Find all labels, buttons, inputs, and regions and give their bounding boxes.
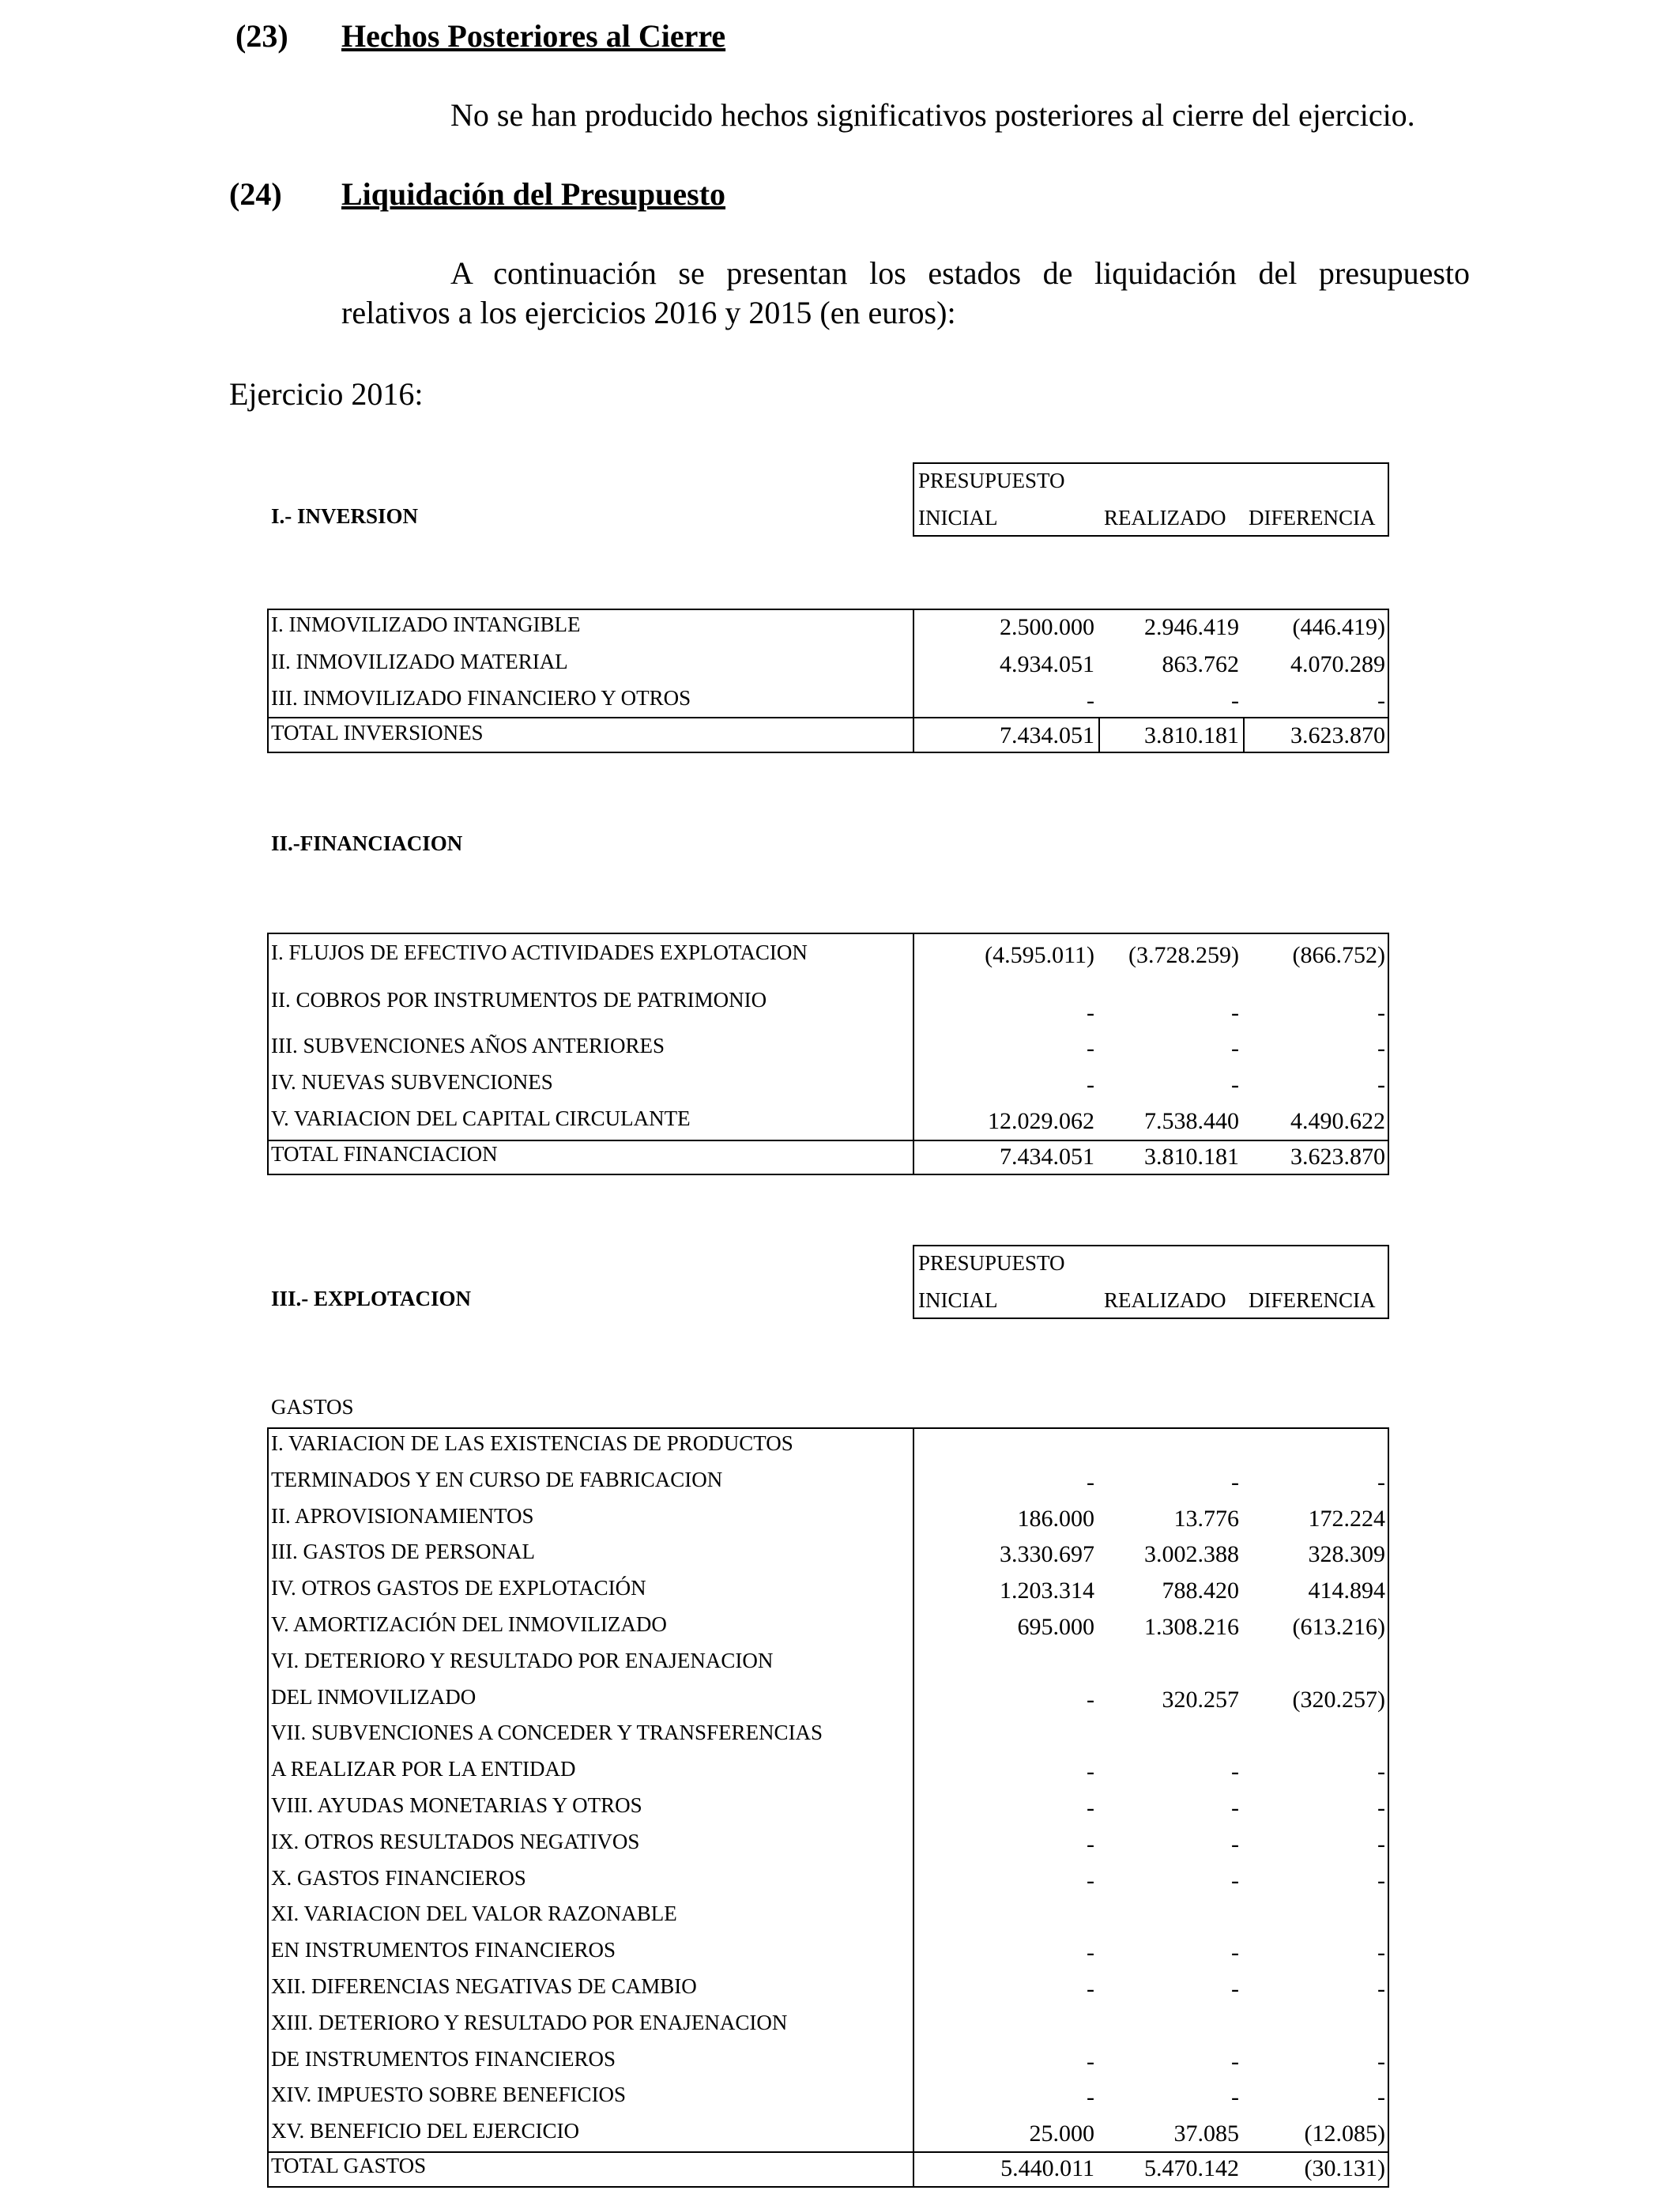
- explotacion-row-12-inicial: -: [1087, 1830, 1094, 1857]
- explotacion-row-16-label: XII. DIFERENCIAS NEGATIVAS DE CAMBIO: [271, 1974, 697, 1998]
- explotacion-row-19-label: XIV. IMPUESTO SOBRE BENEFICIOS: [271, 2083, 627, 2107]
- explotacion-row-15-realizado: -: [1231, 1940, 1239, 1966]
- explotacion-row-11-label: VIII. AYUDAS MONETARIAS Y OTROS: [271, 1793, 642, 1817]
- financiacion-row-1-label: I. FLUJOS DE EFECTIVO ACTIVIDADES EXPLOTACION: [271, 941, 808, 964]
- explotacion-row-10-diferencia: -: [1377, 1759, 1385, 1785]
- financiacion-row-5-label: V. VARIACION DEL CAPITAL CIRCULANTE: [271, 1106, 691, 1130]
- explotacion-row-6-diferencia: (613.216): [1292, 1614, 1385, 1640]
- inversion-row-2-label: II. INMOVILIZADO MATERIAL: [271, 650, 568, 673]
- financiacion-row-3-inicial: -: [1087, 1035, 1094, 1061]
- financiacion-row-1-inicial: (4.595.011): [985, 942, 1094, 968]
- inversion-total-divider: [267, 717, 1389, 718]
- ejercicio-label: Ejercicio 2016:: [229, 376, 424, 412]
- inversion-row-1-inicial: 2.500.000: [1000, 614, 1094, 640]
- explotacion-row-6-realizado: 1.308.216: [1144, 1614, 1239, 1640]
- explotacion-total-label: TOTAL GASTOS: [271, 2154, 427, 2177]
- explotacion-row-15-label: EN INSTRUMENTOS FINANCIEROS: [271, 1938, 616, 1962]
- financiacion-row-1-diferencia: (866.752): [1292, 942, 1385, 968]
- explotacion-total-realizado: 5.470.142: [1144, 2155, 1239, 2181]
- financiacion-row-3-label: III. SUBVENCIONES AÑOS ANTERIORES: [271, 1034, 665, 1057]
- explotacion-row-2-inicial: -: [1087, 1468, 1094, 1495]
- financiacion-total-realizado: 3.810.181: [1144, 1144, 1239, 1170]
- inversion-header-diferencia: DIFERENCIA: [1249, 506, 1376, 530]
- explotacion-total-divider: [267, 2151, 1389, 2153]
- explotacion-row-4-inicial: 3.330.697: [1000, 1541, 1094, 1568]
- explotacion-row-11-diferencia: -: [1377, 1795, 1385, 1821]
- financiacion-row-5-diferencia: 4.490.622: [1290, 1108, 1385, 1134]
- section-23-title-text: Hechos Posteriores al Cierre: [341, 18, 726, 54]
- explotacion-row-17-label: XIII. DETERIORO Y RESULTADO POR ENAJENACION: [271, 2010, 788, 2034]
- explotacion-row-3-realizado: 13.776: [1173, 1505, 1239, 1532]
- inversion-row-1-label: I. INMOVILIZADO INTANGIBLE: [271, 613, 581, 636]
- explotacion-row-5-label: IV. OTROS GASTOS DE EXPLOTACIÓN: [271, 1576, 646, 1600]
- explotacion-header-inicial: INICIAL: [918, 1288, 998, 1312]
- financiacion-row-3-diferencia: -: [1377, 1035, 1385, 1061]
- explotacion-total-diferencia: (30.131): [1304, 2155, 1385, 2181]
- explotacion-row-20-label: XV. BENEFICIO DEL EJERCICIO: [271, 2119, 579, 2143]
- explotacion-row-13-diferencia: -: [1377, 1867, 1385, 1894]
- explotacion-row-6-inicial: 695.000: [1017, 1614, 1094, 1640]
- explotacion-total-inicial: 5.440.011: [1000, 2155, 1094, 2181]
- explotacion-row-5-diferencia: 414.894: [1308, 1578, 1385, 1604]
- explotacion-row-19-realizado: -: [1231, 2084, 1239, 2111]
- financiacion-row-5-inicial: 12.029.062: [988, 1108, 1094, 1134]
- inversion-row-3-diferencia: -: [1377, 688, 1385, 714]
- inversion-total-inicial: 7.434.051: [1000, 722, 1094, 748]
- explotacion-row-3-diferencia: 172.224: [1308, 1505, 1385, 1532]
- explotacion-row-8-realizado: 320.257: [1162, 1686, 1239, 1713]
- explotacion-row-10-label: A REALIZAR POR LA ENTIDAD: [271, 1757, 576, 1781]
- section-23-title: [341, 17, 725, 55]
- financiacion-table-col-divider: [913, 933, 914, 1175]
- explotacion-row-18-realizado: -: [1231, 2048, 1239, 2075]
- inversion-total-divider-2: [1243, 717, 1245, 753]
- explotacion-row-18-inicial: -: [1087, 2048, 1094, 2075]
- explotacion-row-16-diferencia: -: [1377, 1976, 1385, 2002]
- section-23-number: (23): [235, 18, 288, 54]
- explotacion-row-2-diferencia: -: [1377, 1468, 1385, 1495]
- explotacion-row-19-inicial: -: [1087, 2084, 1094, 2111]
- section-24-title-text: Liquidación del Presupuesto: [341, 176, 726, 212]
- explotacion-row-2-label: TERMINADOS Y EN CURSO DE FABRICACION: [271, 1467, 723, 1491]
- explotacion-row-14-label: XI. VARIACION DEL VALOR RAZONABLE: [271, 1902, 677, 1926]
- explotacion-row-6-label: V. AMORTIZACIÓN DEL INMOVILIZADO: [271, 1612, 667, 1636]
- inversion-header-realizado: REALIZADO: [1104, 506, 1226, 530]
- explotacion-row-13-label: X. GASTOS FINANCIEROS: [271, 1865, 526, 1890]
- explotacion-header-diferencia: DIFERENCIA: [1249, 1288, 1376, 1312]
- explotacion-table-col-divider: [913, 1427, 914, 2188]
- explotacion-row-19-diferencia: -: [1377, 2084, 1385, 2111]
- explotacion-row-16-realizado: -: [1231, 1976, 1239, 2002]
- financiacion-row-2-realizado: -: [1231, 1000, 1239, 1026]
- explotacion-row-13-inicial: -: [1087, 1867, 1094, 1894]
- explotacion-row-10-realizado: -: [1231, 1759, 1239, 1785]
- inversion-row-3-label: III. INMOVILIZADO FINANCIERO Y OTROS: [271, 686, 691, 710]
- financiacion-row-5-realizado: 7.538.440: [1144, 1108, 1239, 1134]
- explotacion-row-12-realizado: -: [1231, 1830, 1239, 1857]
- inversion-row-3-realizado: -: [1231, 688, 1239, 714]
- inversion-row-2-diferencia: 4.070.289: [1290, 651, 1385, 677]
- financiacion-row-2-label: II. COBROS POR INSTRUMENTOS DE PATRIMONIO: [271, 988, 767, 1012]
- section-24-number: (24): [229, 176, 282, 212]
- explotacion-header-realizado: REALIZADO: [1104, 1288, 1226, 1312]
- explotacion-row-20-realizado: 37.085: [1173, 2120, 1239, 2147]
- explotacion-row-4-diferencia: 328.309: [1308, 1541, 1385, 1568]
- explotacion-row-10-inicial: -: [1087, 1759, 1094, 1785]
- financiacion-row-4-diferencia: -: [1377, 1072, 1385, 1098]
- explotacion-row-20-diferencia: (12.085): [1304, 2120, 1385, 2147]
- explotacion-row-3-label: II. APROVISIONAMIENTOS: [271, 1503, 534, 1528]
- explotacion-row-12-label: IX. OTROS RESULTADOS NEGATIVOS: [271, 1829, 640, 1853]
- financiacion-row-4-label: IV. NUEVAS SUBVENCIONES: [271, 1070, 553, 1094]
- financiacion-total-diferencia: 3.623.870: [1290, 1144, 1385, 1170]
- explotacion-row-8-diferencia: (320.257): [1292, 1686, 1385, 1713]
- inversion-table-col-divider: [913, 609, 914, 753]
- financiacion-total-divider: [267, 1140, 1389, 1141]
- financiacion-title: II.-FINANCIACION: [271, 831, 463, 855]
- explotacion-row-3-inicial: 186.000: [1017, 1505, 1094, 1532]
- inversion-total-realizado: 3.810.181: [1144, 722, 1239, 748]
- financiacion-total-inicial: 7.434.051: [1000, 1144, 1094, 1170]
- explotacion-row-5-realizado: 788.420: [1162, 1578, 1239, 1604]
- explotacion-row-5-inicial: 1.203.314: [1000, 1578, 1094, 1604]
- explotacion-row-15-inicial: -: [1087, 1940, 1094, 1966]
- financiacion-row-2-inicial: -: [1087, 1000, 1094, 1026]
- financiacion-row-4-realizado: -: [1231, 1072, 1239, 1098]
- explotacion-row-15-diferencia: -: [1377, 1940, 1385, 1966]
- inversion-row-1-realizado: 2.946.419: [1144, 614, 1239, 640]
- explotacion-row-12-diferencia: -: [1377, 1830, 1385, 1857]
- explotacion-title: III.- EXPLOTACION: [271, 1287, 472, 1310]
- gastos-label: GASTOS: [271, 1395, 354, 1419]
- inversion-row-3-inicial: -: [1087, 688, 1094, 714]
- explotacion-row-20-inicial: 25.000: [1029, 2120, 1094, 2147]
- explotacion-row-8-label: DEL INMOVILIZADO: [271, 1684, 477, 1709]
- explotacion-row-1-label: I. VARIACION DE LAS EXISTENCIAS DE PRODUCTOS: [271, 1431, 793, 1455]
- financiacion-row-3-realizado: -: [1231, 1035, 1239, 1061]
- explotacion-row-18-diferencia: -: [1377, 2048, 1385, 2075]
- explotacion-row-13-realizado: -: [1231, 1867, 1239, 1894]
- explotacion-header-presupuesto: PRESUPUESTO: [918, 1251, 1065, 1275]
- explotacion-row-4-label: III. GASTOS DE PERSONAL: [271, 1540, 536, 1564]
- explotacion-row-11-realizado: -: [1231, 1795, 1239, 1821]
- explotacion-row-16-inicial: -: [1087, 1976, 1094, 2002]
- financiacion-total-label: TOTAL FINANCIACION: [271, 1142, 498, 1166]
- financiacion-row-4-inicial: -: [1087, 1072, 1094, 1098]
- inversion-header-presupuesto: PRESUPUESTO: [918, 469, 1065, 492]
- inversion-row-2-inicial: 4.934.051: [1000, 651, 1094, 677]
- section-24-title: [341, 175, 725, 213]
- financiacion-row-1-realizado: (3.728.259): [1128, 942, 1239, 968]
- section-24-text-line2: relativos a los ejercicios 2016 y 2015 (en euros):: [341, 295, 956, 330]
- section-24-text-line1: A continuación se presentan los estados de liquidación del presupuesto: [450, 255, 1470, 291]
- financiacion-row-2-diferencia: -: [1377, 1000, 1385, 1026]
- explotacion-row-11-inicial: -: [1087, 1795, 1094, 1821]
- inversion-total-label: TOTAL INVERSIONES: [271, 721, 484, 745]
- section-23-text: No se han producido hechos significativos posteriores al cierre del ejercicio.: [450, 97, 1415, 133]
- inversion-total-divider-1: [1098, 717, 1100, 753]
- inversion-row-2-realizado: 863.762: [1162, 651, 1239, 677]
- inversion-header-inicial: INICIAL: [918, 506, 998, 530]
- explotacion-row-4-realizado: 3.002.388: [1144, 1541, 1239, 1568]
- inversion-row-1-diferencia: (446.419): [1292, 614, 1385, 640]
- explotacion-row-18-label: DE INSTRUMENTOS FINANCIEROS: [271, 2046, 616, 2071]
- explotacion-row-2-realizado: -: [1231, 1468, 1239, 1495]
- explotacion-row-7-label: VI. DETERIORO Y RESULTADO POR ENAJENACION: [271, 1648, 774, 1672]
- explotacion-row-9-label: VII. SUBVENCIONES A CONCEDER Y TRANSFERENCIAS: [271, 1721, 823, 1745]
- inversion-title: I.- INVERSION: [271, 504, 419, 528]
- explotacion-row-8-inicial: -: [1087, 1686, 1094, 1713]
- inversion-total-diferencia: 3.623.870: [1290, 722, 1385, 748]
